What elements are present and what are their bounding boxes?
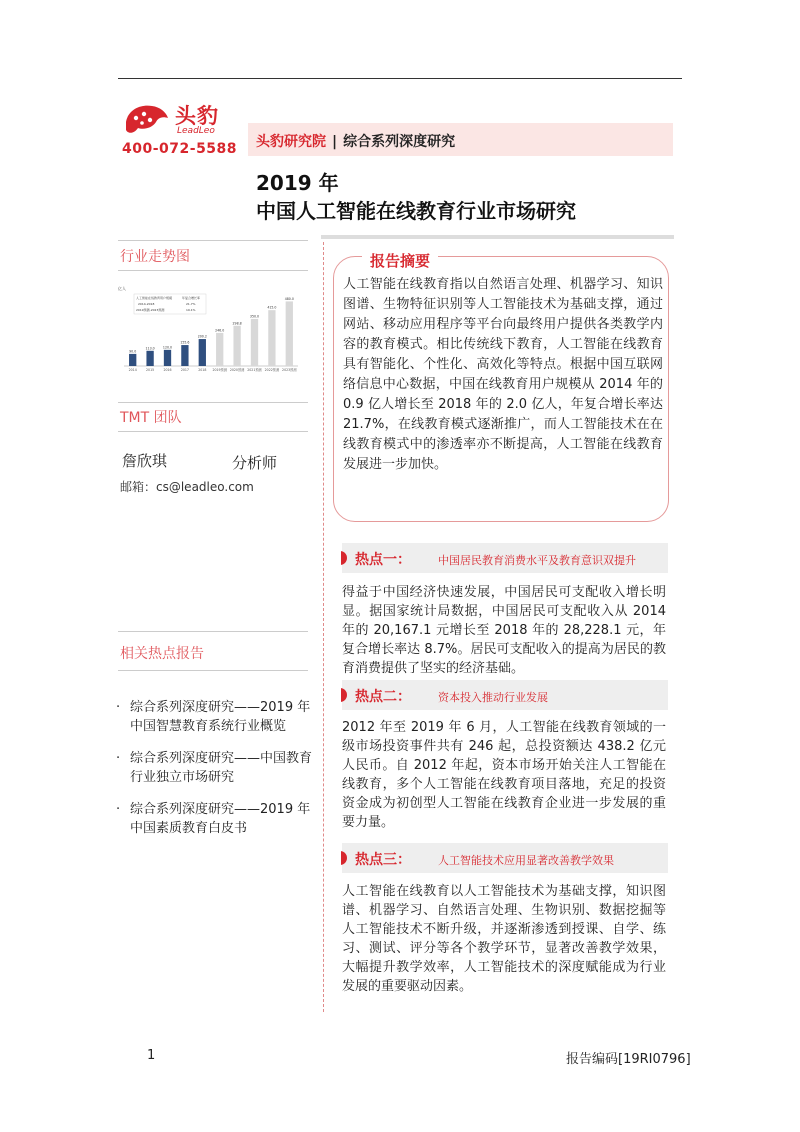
sidebar-rule: [118, 270, 308, 271]
chart-bar: [146, 351, 153, 366]
chart-tick-label: 2019预测: [212, 368, 227, 372]
related-report-link[interactable]: 综合系列深度研究——2019 年中国智慧教育系统行业概览: [130, 700, 311, 734]
logo-text-en: LeadLeo: [177, 126, 215, 136]
chart-data-label: 298.8: [232, 321, 242, 326]
hotspot-label: 热点二：: [355, 689, 411, 705]
hotspot-title: 资本投入推动行业发展: [438, 691, 548, 704]
top-rule: [118, 78, 682, 79]
chart-tick-label: 2016: [163, 368, 172, 372]
chart-data-label: 350.0: [249, 314, 260, 319]
chart-bar: [199, 339, 206, 366]
bullet: ·: [116, 802, 121, 817]
hotspot-text: 2012 年至 2019 年 6 月，人工智能在线教育领域的一级市场投资事件共有 246 起，总投资额达 438.2 亿元人民币。自 2012 年起，资本市场开始关注人工智能在线教育，多个人工智能在线教育项目落地，充足的投资资金成为初创型人工智能在线教育企业进一步发展的重要力量。: [342, 720, 666, 830]
chart-tick-label: 2015: [146, 368, 155, 372]
chart-data-label: 246.0: [215, 328, 225, 333]
hotspot-title: 人工智能技术应用显著改善教学效果: [438, 854, 614, 867]
sidebar-rule: [118, 631, 308, 632]
chart-bar: [251, 319, 258, 366]
chart-legend-cell: 2019预测-2023预测: [136, 308, 165, 312]
phone-number: 400-072-5588: [122, 141, 238, 157]
sidebar-rule: [118, 431, 308, 432]
sidebar-rule: [118, 670, 308, 671]
chart-bar: [233, 326, 240, 366]
related-report-item[interactable]: [112, 800, 312, 838]
chart-data-label: 200.2: [197, 334, 207, 339]
trend-heading: 行业走势图: [120, 249, 190, 265]
chart-tick-label: 2018: [198, 368, 207, 372]
summary-text: 人工智能在线教育指以自然语言处理、机器学习、知识图谱、生物特征识别等人工智能技术为基础支撑，通过网站、移动应用程序等平台向最终用户提供各类教学内容的教育模式。相比传统线下教育，人工智能在线教育具有智能化、个性化、高效化等特点。根据中国互联网络信息中心数据，中国在线教育用户规模从 2014 年的 0.9 亿人增长至 2018 年的 2.0 亿人，年复合增长率达 21.7%，在线教育模式逐渐推广，而人工智能技术在在线教育模式中的渗透率亦不断提高，人工智能在线教育发展进一步加快。: [343, 277, 663, 472]
chart-data-label: 120.0: [162, 345, 173, 350]
chart-data-label: 113.0: [145, 346, 155, 351]
analyst-role: 分析师: [232, 454, 278, 472]
chart-bar: [164, 350, 171, 366]
sidebar-rule: [118, 240, 308, 241]
hotspot-title: 中国居民教育消费水平及教育意识双提升: [438, 554, 636, 567]
related-report-link[interactable]: 综合系列深度研究——2019 年中国素质教育白皮书: [130, 802, 311, 836]
chart-data-label: 480.0: [284, 296, 294, 301]
series-banner-text: [256, 131, 455, 151]
chart-legend-header: 年复合增长率: [182, 296, 201, 300]
banner-series: 综合系列深度研究: [343, 134, 456, 150]
hotspot-label: 热点一：: [355, 552, 411, 568]
content-top-bar: [321, 235, 674, 239]
chart-legend-cell: 19.1%: [186, 308, 196, 312]
related-report-link[interactable]: 综合系列深度研究——中国教育行业独立市场研究: [130, 751, 313, 785]
chart-tick-label: 2021预测: [247, 368, 262, 372]
chart-legend-cell: 2014-2018: [138, 302, 155, 306]
trend-chart-svg: [116, 284, 306, 374]
chart-data-label: 415.0: [267, 305, 277, 310]
report-code: 报告编码[19RI0796]: [566, 1052, 691, 1067]
analyst-email[interactable]: 邮箱：cs@leadleo.com: [120, 480, 254, 494]
banner-separator: |: [332, 134, 338, 150]
hotspot-marker-cut: [333, 851, 341, 865]
logo-text-cn: 头豹: [175, 104, 219, 128]
hotspot-marker-cut: [333, 688, 341, 702]
chart-bar: [268, 310, 275, 366]
chart-bar: [181, 345, 188, 366]
chart-tick-label: 2017: [180, 368, 189, 372]
chart-data-label: 90.0: [129, 349, 137, 354]
chart-tick-label: 2022预测: [264, 368, 280, 372]
chart-bar: [286, 301, 293, 366]
chart-bar: [216, 333, 223, 366]
report-title: 中国人工智能在线教育行业市场研究: [256, 199, 576, 223]
hotspot-text: 人工智能在线教育以人工智能技术为基础支撑，知识图谱、机器学习、自然语言处理、生物识别、数据挖掘等人工智能技术不断升级，并逐渐渗透到授课、自学、练习、测试、评分等各个教学环节，显著改善教学效果，大幅提升教学效率，人工智能技术的深度赋能成为行业发展的重要驱动因素。: [342, 884, 666, 994]
summary-heading: 报告摘要: [362, 250, 438, 271]
hotspot-text: 得益于中国经济快速发展，中国居民可支配收入增长明显。据国家统计局数据，中国居民可支配收入从 2014 年的 20,167.1 元增长至 2018 年的 28,228.1 元，年复合增长率达 8.7%。居民可支配收入的提高为居民的教育消费提供了坚实的经济基础。: [342, 585, 666, 676]
chart-legend-cell: 21.7%: [186, 302, 196, 306]
hotspot-label: 热点三：: [355, 852, 411, 868]
chart-legend-header: 人工智能在线教育用户规模: [136, 296, 173, 300]
related-heading: 相关热点报告: [120, 646, 204, 662]
column-divider: [323, 242, 324, 1012]
chart-tick-label: 2023预测: [282, 368, 297, 372]
chart-ylabel: 亿人: [118, 286, 126, 291]
analyst-name: 詹欣琪: [122, 452, 168, 470]
related-report-list: [112, 698, 312, 851]
trend-chart: [116, 284, 306, 374]
related-report-item[interactable]: [112, 749, 312, 787]
leopard-logo-icon: [122, 100, 172, 140]
banner-org: 头豹研究院: [256, 134, 326, 150]
chart-data-label: 155.6: [180, 340, 190, 345]
chart-tick-label: 2014: [128, 368, 137, 372]
bullet: ·: [116, 700, 121, 715]
report-year: 2019 年: [256, 171, 339, 195]
team-heading: TMT 团队: [120, 410, 182, 426]
page-number: 1: [147, 1048, 156, 1063]
chart-bar: [129, 354, 136, 366]
hotspot-marker-cut: [333, 551, 341, 565]
sidebar-rule: [118, 402, 308, 403]
chart-tick-label: 2020预测: [229, 368, 245, 372]
related-report-item[interactable]: [112, 698, 312, 736]
bullet: ·: [116, 751, 121, 766]
